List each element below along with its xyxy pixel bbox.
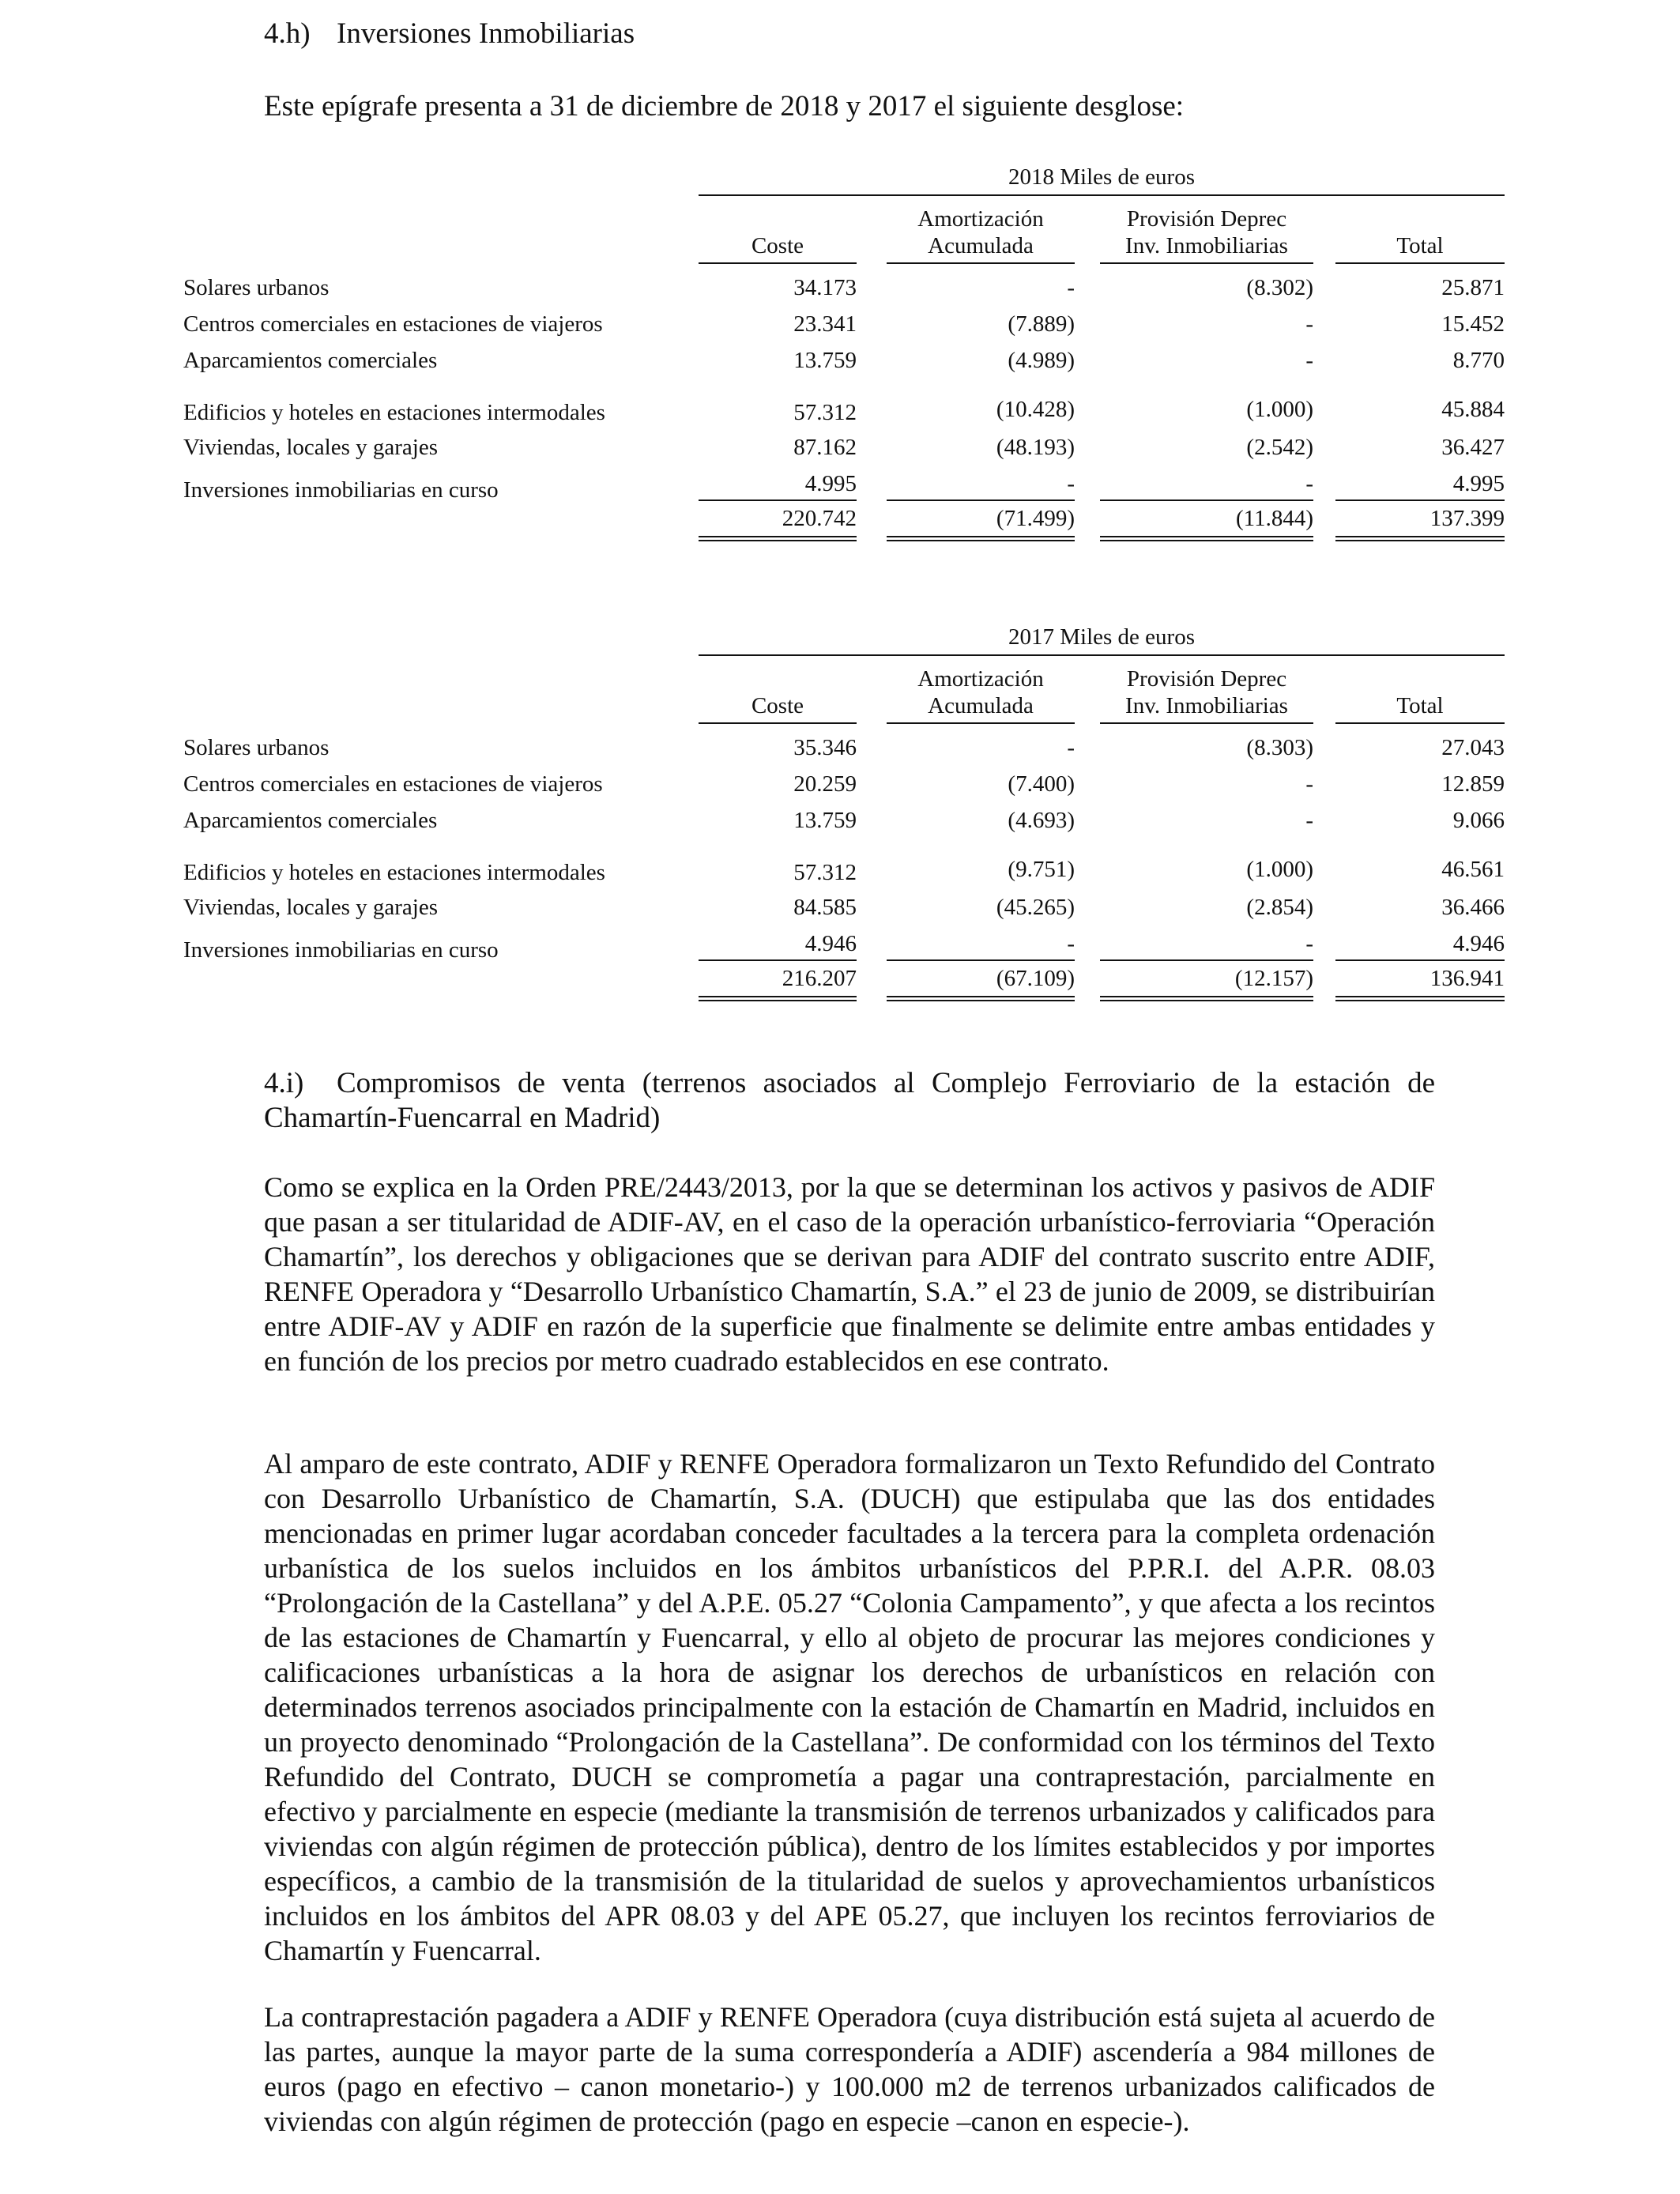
header-rule bbox=[699, 722, 857, 724]
table-row bbox=[183, 854, 1505, 885]
table-row bbox=[183, 928, 1505, 963]
section-i-number: 4.i) bbox=[264, 1067, 304, 1099]
row-label: Inversiones inmobiliarias en curso bbox=[183, 937, 499, 963]
total-provision: (11.844) bbox=[1236, 506, 1313, 531]
subtotal-rule bbox=[887, 499, 1075, 501]
header-provision-2: Inv. Inmobiliarias bbox=[1125, 233, 1288, 258]
total-coste: 216.207 bbox=[782, 966, 857, 991]
header-rule bbox=[1100, 722, 1313, 724]
cell-amortizacion: (10.428) bbox=[996, 397, 1075, 422]
header-total: Total bbox=[1396, 693, 1444, 718]
subtotal-rule bbox=[1100, 959, 1313, 961]
section-i-heading-line2 bbox=[264, 1100, 660, 1137]
subtotal-rule bbox=[699, 499, 857, 501]
cell-provision: (2.854) bbox=[1246, 895, 1313, 920]
table-2018-caption-rule bbox=[699, 194, 1505, 196]
header-coste: Coste bbox=[751, 233, 804, 258]
table-2017-caption-rule bbox=[699, 654, 1505, 656]
cell-provision: - bbox=[1305, 931, 1313, 956]
header-rule bbox=[1100, 262, 1313, 264]
total-amortizacion: (67.109) bbox=[996, 966, 1075, 991]
header-rule bbox=[887, 722, 1075, 724]
cell-provision: (8.303) bbox=[1246, 735, 1313, 760]
cell-amortizacion: - bbox=[1067, 471, 1075, 496]
table-row bbox=[183, 394, 1505, 425]
subtotal-rule bbox=[887, 959, 1075, 961]
cell-total: 9.066 bbox=[1452, 808, 1505, 833]
row-label: Solares urbanos bbox=[183, 275, 330, 300]
cell-amortizacion: - bbox=[1067, 931, 1075, 956]
cell-provision: (2.542) bbox=[1246, 435, 1313, 460]
row-label: Centros comerciales en estaciones de viajeros bbox=[183, 311, 603, 337]
cell-coste: 20.259 bbox=[793, 771, 857, 797]
cell-total: 15.452 bbox=[1441, 311, 1505, 337]
cell-provision: (1.000) bbox=[1246, 857, 1313, 882]
cell-amortizacion: (7.400) bbox=[1008, 771, 1075, 797]
header-provision-2: Inv. Inmobiliarias bbox=[1125, 693, 1288, 718]
row-label: Viviendas, locales y garajes bbox=[183, 435, 438, 460]
cell-provision: - bbox=[1305, 808, 1313, 833]
cell-provision: (8.302) bbox=[1246, 275, 1313, 300]
total-double-rule bbox=[887, 536, 1075, 541]
cell-total: 8.770 bbox=[1452, 348, 1505, 373]
cell-coste: 4.995 bbox=[804, 471, 857, 496]
header-rule bbox=[1335, 262, 1505, 264]
cell-provision: - bbox=[1305, 311, 1313, 337]
header-coste: Coste bbox=[751, 693, 804, 718]
header-amortizacion-1: Amortización bbox=[917, 206, 1044, 232]
row-label: Solares urbanos bbox=[183, 735, 330, 760]
cell-total: 36.466 bbox=[1441, 895, 1505, 920]
header-amortizacion-2: Acumulada bbox=[928, 233, 1034, 258]
table-2018 bbox=[183, 163, 1505, 550]
header-amortizacion-2: Acumulada bbox=[928, 693, 1034, 718]
cell-amortizacion: (48.193) bbox=[996, 435, 1075, 460]
row-label: Aparcamientos comerciales bbox=[183, 808, 438, 833]
section-i-title-line1: Compromisos de venta (terrenos asociados al Complejo Ferroviario de la estación de bbox=[337, 1067, 1435, 1099]
table-total-row bbox=[183, 503, 1505, 534]
cell-coste: 57.312 bbox=[793, 400, 857, 425]
row-label: Edificios y hoteles en estaciones intermodales bbox=[183, 860, 605, 885]
section-i-title-line2: Chamartín-Fuencarral en Madrid) bbox=[264, 1102, 661, 1134]
total-total: 136.941 bbox=[1430, 966, 1505, 991]
row-label: Edificios y hoteles en estaciones intermodales bbox=[183, 400, 605, 425]
total-double-rule bbox=[1100, 996, 1313, 1001]
total-double-rule bbox=[887, 996, 1075, 1001]
header-provision-1: Provisión Deprec bbox=[1126, 666, 1287, 692]
cell-amortizacion: (4.989) bbox=[1008, 348, 1075, 373]
cell-total: 25.871 bbox=[1441, 275, 1505, 300]
cell-provision: - bbox=[1305, 471, 1313, 496]
cell-total: 46.561 bbox=[1441, 857, 1505, 882]
total-double-rule bbox=[1335, 996, 1505, 1001]
cell-total: 36.427 bbox=[1441, 435, 1505, 460]
table-row bbox=[183, 732, 1505, 763]
total-double-rule bbox=[699, 996, 857, 1001]
row-label: Centros comerciales en estaciones de viajeros bbox=[183, 771, 603, 797]
section-h-heading bbox=[264, 16, 635, 52]
total-total: 137.399 bbox=[1430, 506, 1505, 531]
table-2017-caption: 2017 Miles de euros bbox=[1008, 624, 1195, 650]
cell-amortizacion: - bbox=[1067, 735, 1075, 760]
cell-coste: 13.759 bbox=[793, 808, 857, 833]
cell-coste: 13.759 bbox=[793, 348, 857, 373]
total-coste: 220.742 bbox=[782, 506, 857, 531]
subtotal-rule bbox=[1100, 499, 1313, 501]
table-row bbox=[183, 768, 1505, 800]
cell-coste: 35.346 bbox=[793, 735, 857, 760]
cell-coste: 57.312 bbox=[793, 860, 857, 885]
table-row bbox=[183, 432, 1505, 463]
table-row bbox=[183, 272, 1505, 303]
row-label: Inversiones inmobiliarias en curso bbox=[183, 477, 499, 503]
cell-provision: - bbox=[1305, 348, 1313, 373]
table-2018-caption: 2018 Miles de euros bbox=[1008, 164, 1195, 190]
paragraph: Al amparo de este contrato, ADIF y RENFE Operadora formalizaron un Texto Refundido del Contrato con Desarrollo Urbanístico de Chamartín, S.A. (DUCH) que estipulaba que las dos entidades mencionadas en primer lugar acordaban conceder facultades a la tercera para la completa ordenación urbanística de los suelos incluidos en los ámbitos urbanísticos del P.P.R.I. del A.P.R. 08.03 “Prolongación de la Castellana” y del A.P.E. 05.27 “Colonia Campamento”, y que afecta a los recintos de las estaciones de Chamartín y Fuencarral, y ello al objeto de procurar las mejores condiciones y calificaciones urbanísticas a la hora de asignar los derechos de urbanísticos en relación con determinados terrenos asociados principalmente con la estación de Chamartín en Madrid, incluidos en un proyecto denominado “Prolongación de la Castellana”. De conformidad con los términos del Texto Refundido del Contrato, DUCH se comprometía a pagar una contraprestación, parcialmente en efectivo y parcialmente en especie (mediante la transmisión de terrenos urbanizados y calificados para viviendas con algún régimen de protección pública), dentro de los límites establecidos y por importes específicos, a cambio de la transmisión de la titularidad de suelos y aprovechamientos urbanísticos incluidos en los ámbitos del APR 08.03 y del APE 05.27, que incluyen los recintos ferroviarios de Chamartín y Fuencarral. bbox=[264, 1448, 1435, 1966]
table-2017 bbox=[183, 623, 1505, 1010]
cell-total: 4.946 bbox=[1452, 931, 1505, 956]
cell-amortizacion: (45.265) bbox=[996, 895, 1075, 920]
table-row bbox=[183, 345, 1505, 376]
table-row bbox=[183, 308, 1505, 340]
header-total: Total bbox=[1396, 233, 1444, 258]
cell-coste: 87.162 bbox=[793, 435, 857, 460]
section-h-number: 4.h) bbox=[264, 17, 311, 50]
total-provision: (12.157) bbox=[1234, 966, 1313, 991]
cell-amortizacion: (7.889) bbox=[1008, 311, 1075, 337]
paragraph: La contraprestación pagadera a ADIF y RENFE Operadora (cuya distribución está sujeta al acuerdo de las partes, aunque la mayor parte de la suma correspondería a ADIF) ascendería a 984 millones de euros (pago en efectivo – canon monetario-) y 100.000 m2 de terrenos urbanizados calificados de viviendas con algún régimen de protección (pago en especie –canon en especie-). bbox=[264, 2001, 1435, 2137]
cell-coste: 34.173 bbox=[793, 275, 857, 300]
cell-amortizacion: (4.693) bbox=[1008, 808, 1075, 833]
section-h-title: Inversiones Inmobiliarias bbox=[337, 17, 635, 50]
cell-coste: 4.946 bbox=[804, 931, 857, 956]
paragraph: Como se explica en la Orden PRE/2443/2013, por la que se determinan los activos y pasivos de ADIF que pasan a ser titularidad de ADIF-AV, en el caso de la operación urbanístico-ferroviaria “Operación Chamartín”, los derechos y obligaciones que se derivan para ADIF del contrato suscrito entre ADIF, RENFE Operadora y “Desarrollo Urbanístico Chamartín, S.A.” el 23 de junio de 2009, se distribuirían entre ADIF-AV y ADIF en razón de la superficie que finalmente se delimite entre ambas entidades y en función de los precios por metro cuadrado establecidos en ese contrato. bbox=[264, 1171, 1435, 1377]
subtotal-rule bbox=[1335, 959, 1505, 961]
cell-coste: 23.341 bbox=[793, 311, 857, 337]
cell-total: 4.995 bbox=[1452, 471, 1505, 496]
cell-total: 12.859 bbox=[1441, 771, 1505, 797]
table-total-row bbox=[183, 963, 1505, 994]
total-amortizacion: (71.499) bbox=[996, 506, 1075, 531]
subtotal-rule bbox=[1335, 499, 1505, 501]
row-label: Viviendas, locales y garajes bbox=[183, 895, 438, 920]
cell-amortizacion: (9.751) bbox=[1008, 857, 1075, 882]
table-row bbox=[183, 892, 1505, 923]
header-rule bbox=[887, 262, 1075, 264]
header-rule bbox=[699, 262, 857, 264]
header-provision-1: Provisión Deprec bbox=[1126, 206, 1287, 232]
cell-amortizacion: - bbox=[1067, 275, 1075, 300]
subtotal-rule bbox=[699, 959, 857, 961]
total-double-rule bbox=[699, 536, 857, 541]
section-i-heading bbox=[264, 1065, 1435, 1102]
header-rule bbox=[1335, 722, 1505, 724]
table-row bbox=[183, 805, 1505, 836]
table-row bbox=[183, 468, 1505, 503]
total-double-rule bbox=[1335, 536, 1505, 541]
total-double-rule bbox=[1100, 536, 1313, 541]
row-label: Aparcamientos comerciales bbox=[183, 348, 438, 373]
cell-coste: 84.585 bbox=[793, 895, 857, 920]
cell-total: 27.043 bbox=[1441, 735, 1505, 760]
cell-provision: - bbox=[1305, 771, 1313, 797]
header-amortizacion-1: Amortización bbox=[917, 666, 1044, 692]
section-h-intro: Este epígrafe presenta a 31 de diciembre de 2018 y 2017 el siguiente desglose: bbox=[264, 90, 1185, 123]
cell-total: 45.884 bbox=[1441, 397, 1505, 422]
cell-provision: (1.000) bbox=[1246, 397, 1313, 422]
